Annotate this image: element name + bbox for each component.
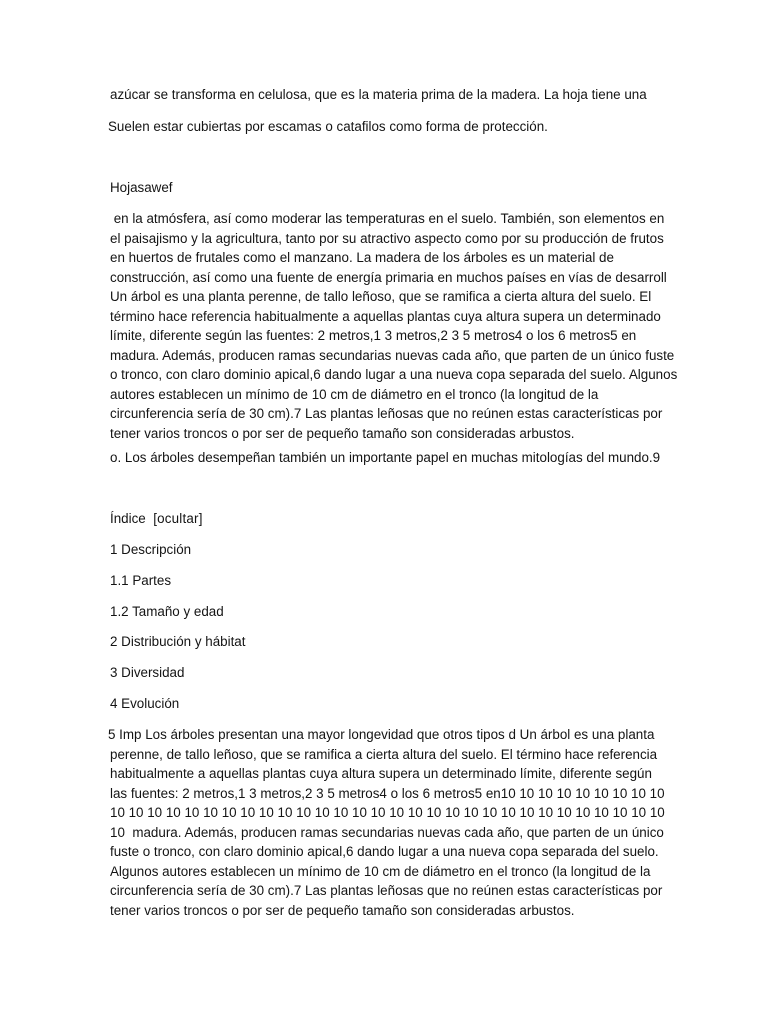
- text-line: tener varios troncos o por ser de pequeño tamaño son consideradas arbustos.: [110, 902, 575, 918]
- toc-item-label: 1.1 Partes: [110, 573, 172, 588]
- text-line: construcción, así como una fuente de energía primaria en muchos países en vías de desarroll: [110, 269, 667, 285]
- toc-item-distribucion[interactable]: [110, 632, 656, 652]
- toc-item-label: 3 Diversidad: [110, 665, 185, 680]
- text-line: 5 Imp Los árboles presentan una mayor longevidad que otros tipos d Un árbol es una planta: [108, 727, 655, 742]
- text-line: 10 madura. Además, producen ramas secundarias nuevas cada año, que parten de un único: [110, 824, 664, 840]
- paragraph-atmosfera: [110, 209, 678, 443]
- heading-text: Hojasawef: [110, 180, 173, 195]
- paragraph-suelen: [108, 117, 654, 137]
- text-line: Un árbol es una planta perenne, de tallo leñoso, que se ramifica a cierta altura del suelo. El: [110, 289, 652, 304]
- text-line: el paisajismo y la agricultura, tanto por su atractivo aspecto como por su producción de frutos: [110, 230, 664, 246]
- text-line: en la atmósfera, así como moderar las temperaturas en el suelo. También, son elementos en: [110, 211, 665, 226]
- toc-item-label: 4 Evolución: [110, 696, 180, 711]
- text-line: Suelen estar cubiertas por escamas o catafilos como forma de protección.: [108, 119, 548, 134]
- text-line: límite, diferente según las fuentes: 2 metros,1 3 metros,2 3 5 metros4 o los 6 metros5 en: [110, 328, 637, 343]
- toc-toggle-link[interactable]: [ocultar]: [153, 511, 203, 526]
- text-line: en huertos de frutales como el manzano. La madera de los árboles es un material de: [110, 250, 614, 265]
- toc-item-diversidad[interactable]: [110, 663, 656, 683]
- text-line: las fuentes: 2 metros,1 3 metros,2 3 5 metros4 o los 6 metros5 en10 10 10 10 10 10 10 10 10: [110, 785, 665, 801]
- toc-item-label: 1.2 Tamaño y edad: [110, 604, 224, 619]
- text-line: circunferencia sería de 30 cm).7 Las plantas leñosas que no reúnen estas características por: [110, 883, 663, 898]
- toc-item-label: 2 Distribución y hábitat: [110, 634, 246, 649]
- toc-item-evolucion[interactable]: [110, 694, 656, 714]
- text-line: tener varios troncos o por ser de pequeño tamaño son consideradas arbustos.: [110, 425, 575, 441]
- text-line: habitualmente a aquellas plantas cuya altura supera un determinado límite, diferente según: [110, 766, 652, 781]
- text-line: Algunos autores establecen un mínimo de 10 cm de diámetro en el tronco (la longitud de la: [110, 863, 651, 879]
- toc-heading-row: [110, 509, 656, 529]
- toc-item-label: 1 Descripción: [110, 542, 192, 557]
- toc-title: Índice: [110, 511, 146, 526]
- toc-item-tamano-edad[interactable]: [110, 602, 656, 622]
- text-line: fuste o tronco, con claro dominio apical,6 dando lugar a una nueva copa separada del suelo.: [110, 844, 659, 859]
- paragraph-importancia: [108, 725, 665, 920]
- text-line: 10 10 10 10 10 10 10 10 10 10 10 10 10 10 10 10 10 10 10 10 10 10 10 10 10 10 10 10 10 10: [110, 805, 665, 820]
- toc-item-partes[interactable]: [110, 571, 656, 591]
- toc-item-descripcion[interactable]: [110, 540, 656, 560]
- toc-heading: [110, 509, 656, 529]
- text-line: azúcar se transforma en celulosa, que es la materia prima de la madera. La hoja tiene una: [110, 87, 647, 102]
- text-line: o. Los árboles desempeñan también un importante papel en muchas mitologías del mundo.9: [110, 450, 661, 465]
- paragraph-mitologias: [110, 448, 661, 468]
- text-line: término hace referencia habitualmente a aquellas plantas cuya altura supera un determinado: [110, 308, 661, 324]
- text-line: o tronco, con claro dominio apical,6 dando lugar a una nueva copa separada del suelo. Algunos: [110, 367, 678, 382]
- section-heading-hojas: [110, 178, 656, 198]
- paragraph-azucar: [110, 85, 656, 105]
- text-line: circunferencia sería de 30 cm).7 Las plantas leñosas que no reúnen estas características por: [110, 406, 663, 421]
- text-line: madura. Además, producen ramas secundarias nuevas cada año, que parten de un único fuste: [110, 347, 675, 363]
- text-line: autores establecen un mínimo de 10 cm de diámetro en el tronco (la longitud de la: [110, 386, 599, 402]
- text-line: perenne, de tallo leñoso, que se ramifica a cierta altura del suelo. El término hace referencia: [110, 746, 658, 762]
